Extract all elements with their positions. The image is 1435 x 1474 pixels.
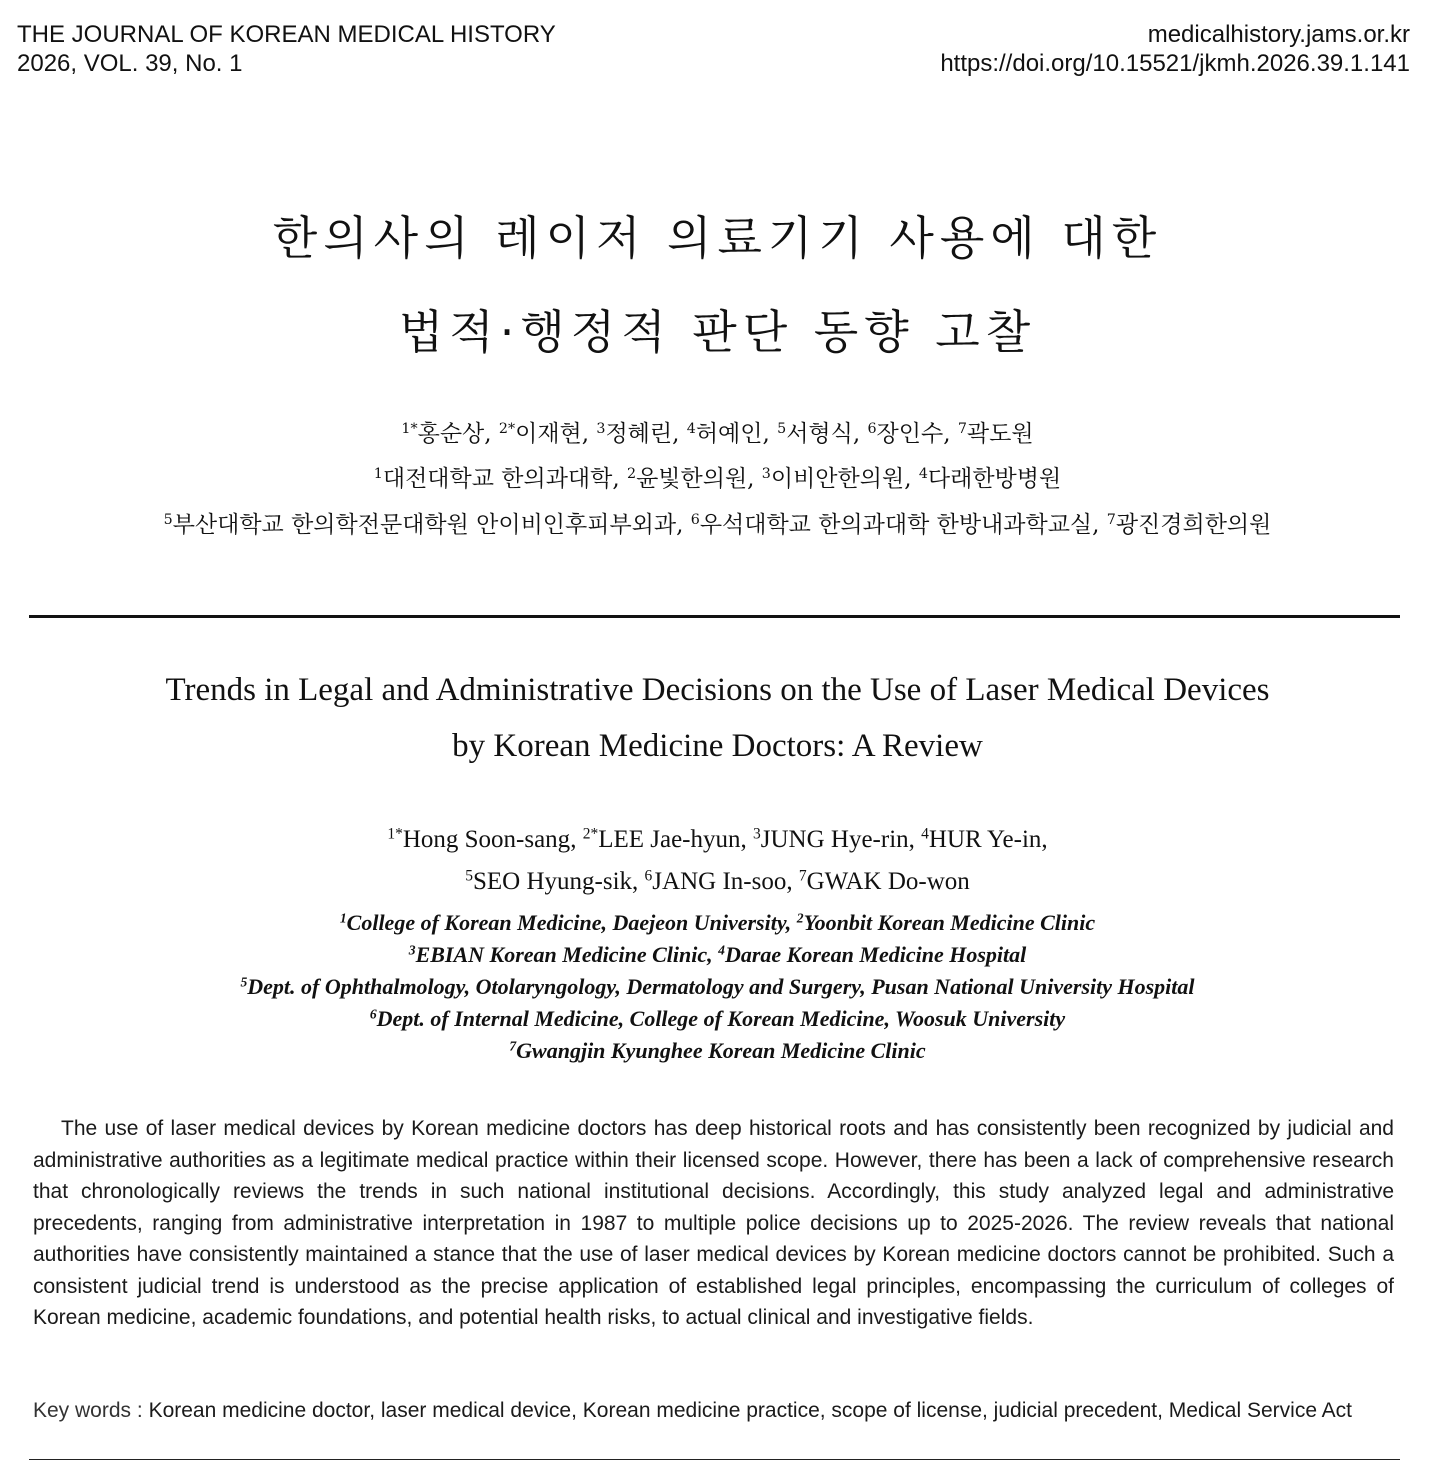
journal-name: THE JOURNAL OF KOREAN MEDICAL HISTORY xyxy=(17,21,556,48)
entry-name: 이재현 xyxy=(515,421,582,447)
superscript-marker: 5 xyxy=(777,421,787,438)
entry xyxy=(370,1006,1065,1031)
entry xyxy=(596,421,672,447)
superscript-marker: 6 xyxy=(644,867,653,885)
korean-title-line: 법적·행정적 판단 동향 고찰 xyxy=(398,305,1037,359)
entry xyxy=(919,466,1061,492)
english-affiliation-line: $^3$EBIAN Korean Medicine Clinic, $^4$Darae Korean Medicine Hospital xyxy=(408,942,1027,967)
entry-name: HUR Ye-in xyxy=(928,826,1042,853)
korean-affiliation-line: $^5$부산대학교 한의학전문대학원 안이비인후피부외과, $^6$우석대학교 한의과대학 한방내과학교실, $^7$광진경희한의원 xyxy=(163,512,1272,538)
journal-issue: 2026, VOL. 39, No. 1 xyxy=(17,50,243,77)
entry-name: 광진경희한의원 xyxy=(1115,512,1272,538)
entry-name: 홍순상 xyxy=(417,421,485,447)
entry xyxy=(958,421,1034,447)
superscript-marker: 1* xyxy=(387,825,403,843)
entry-name: 이비안한의원 xyxy=(770,466,905,492)
korean-title xyxy=(0,212,1435,400)
superscript-marker: 3 xyxy=(408,942,416,958)
entry xyxy=(645,868,787,895)
entry-name: 다래한방병원 xyxy=(927,466,1062,492)
entry xyxy=(465,868,632,895)
english-title xyxy=(0,662,1435,774)
entry xyxy=(687,421,763,447)
entry xyxy=(867,421,943,447)
entry-name: 부산대학교 한의학전문대학원 안이비인후피부외과 xyxy=(172,512,677,538)
superscript-marker: 7 xyxy=(798,867,807,885)
article-doi: https://doi.org/10.15521/jkmh.2026.39.1.141 xyxy=(940,50,1410,77)
superscript-marker: 7 xyxy=(509,1038,517,1054)
superscript-marker: 3 xyxy=(753,825,761,843)
entry-name: Dept. of Internal Medicine, College of Korean Medicine, Woosuk University xyxy=(376,1006,1066,1031)
entry xyxy=(921,826,1041,853)
english-author-list xyxy=(0,819,1435,903)
english-title-line: Trends in Legal and Administrative Decisions on the Use of Laser Medical Devices xyxy=(165,672,1270,708)
entry xyxy=(1107,512,1272,538)
running-header-left xyxy=(17,20,556,78)
superscript-marker: 4 xyxy=(718,942,725,958)
korean-author-list: $^{1*}$홍순상, $^{2*}$이재현, $^3$정혜린, $^4$허예인, $^5$서형식, $^6$장인수, $^7$곽도원 xyxy=(401,421,1034,447)
superscript-marker: 7 xyxy=(1106,512,1116,529)
superscript-marker: 6 xyxy=(690,512,700,529)
entry-name: 허예인 xyxy=(695,421,763,447)
entry-name: Gwangjin Kyunghee Korean Medicine Clinic xyxy=(516,1038,926,1063)
superscript-marker: 6 xyxy=(867,421,877,438)
english-affiliation-line xyxy=(0,971,1435,1003)
entry-name: 서형식 xyxy=(786,421,853,447)
entry xyxy=(340,910,786,935)
superscript-marker: 2* xyxy=(582,825,599,843)
english-affiliation-line xyxy=(0,1003,1435,1035)
keywords xyxy=(33,1397,1352,1425)
entry xyxy=(691,512,1092,538)
entry-name: 장인수 xyxy=(876,421,944,447)
superscript-marker: 4 xyxy=(921,825,929,843)
entry-name: Dept. of Ophthalmology, Otolaryngology, Dermatology and Surgery, Pusan National University Hospital xyxy=(247,974,1195,999)
entry xyxy=(240,974,1194,999)
keywords-label: Key words : xyxy=(33,1399,143,1422)
superscript-marker: 5 xyxy=(465,867,473,885)
entry xyxy=(753,826,909,853)
entry xyxy=(583,826,741,853)
english-affiliation-list xyxy=(0,907,1435,1067)
entry-name: 윤빛한의원 xyxy=(636,466,748,492)
superscript-marker: 6 xyxy=(369,1006,377,1022)
entry xyxy=(762,466,904,492)
keywords-text: Korean medicine doctor, laser medical device, Korean medicine practice, scope of license, judicial precedent, Medical Service Act xyxy=(148,1399,1353,1422)
entry-name: SEO Hyung-sik xyxy=(473,868,633,895)
superscript-marker: 5 xyxy=(163,512,173,529)
entry xyxy=(401,421,484,447)
english-author-line: $^5$SEO Hyung-sik, $^6$JANG In-soo, $^7$GWAK Do-won xyxy=(465,867,970,895)
entry xyxy=(777,421,853,447)
english-title-line: by Korean Medicine Doctors: A Review xyxy=(452,728,983,764)
entry xyxy=(797,910,1095,935)
entry-name: College of Korean Medicine, Daejeon University xyxy=(346,910,786,935)
running-header-right xyxy=(940,20,1410,78)
entry-name: JANG In-soo xyxy=(652,868,787,895)
superscript-marker: 3 xyxy=(596,421,606,438)
korean-affiliation-line: $^1$대전대학교 한의과대학, $^2$윤빛한의원, $^3$이비안한의원, $^4$다래한방병원 xyxy=(373,466,1062,492)
entry xyxy=(509,1038,925,1063)
entry-name: Darae Korean Medicine Hospital xyxy=(724,942,1027,967)
journal-website: medicalhistory.jams.or.kr xyxy=(1147,21,1410,48)
entry xyxy=(409,942,707,967)
entry-name: EBIAN Korean Medicine Clinic xyxy=(415,942,708,967)
entry xyxy=(499,421,582,447)
entry xyxy=(164,512,677,538)
entry-name: 우석대학교 한의과대학 한방내과학교실 xyxy=(699,512,1093,538)
entry-name: JUNG Hye-rin xyxy=(760,826,909,853)
superscript-marker: 3 xyxy=(761,466,771,483)
abstract-text: The use of laser medical devices by Korean medicine doctors has deep historical roots and has consistently been recognized by judicial and administrative authorities as a legitimate medical practice within their licensed scope. However, there has been a lack of comprehensive research that chronologically reviews the trends in such national institutional decisions. Accordingly, this study analyzed legal and administrative precedents, ranging from administrative interpretation in 1987 to multiple police decisions up to 2025-2026. The review reveals that national authorities have consistently maintained a stance that the use of laser medical devices by Korean medicine doctors cannot be prohibited. Such a consistent judicial trend is understood as the precise application of established legal principles, encompassing the curriculum of colleges of Korean medicine, academic foundations, and potential health risks, to actual clinical and investigative fields. xyxy=(33,1117,1394,1329)
superscript-marker: 1 xyxy=(339,910,347,926)
entry-name: Hong Soon-sang xyxy=(402,826,571,853)
english-affiliation-line xyxy=(0,1035,1435,1067)
entry-name: Yoonbit Korean Medicine Clinic xyxy=(803,910,1096,935)
section-divider xyxy=(29,1459,1400,1460)
entry-name: GWAK Do-won xyxy=(806,868,970,895)
entry-name: 곽도원 xyxy=(966,421,1034,447)
entry xyxy=(718,942,1026,967)
superscript-marker: 4 xyxy=(918,466,928,483)
english-author-line: $^{1*}$Hong Soon-sang, $^{2*}$LEE Jae-hyun, $^3$JUNG Hye-rin, $^4$HUR Ye-in, xyxy=(387,825,1048,853)
english-affiliation-line: $^1$College of Korean Medicine, Daejeon University, $^2$Yoonbit Korean Medicine Clinic xyxy=(339,910,1096,935)
superscript-marker: 2 xyxy=(627,466,637,483)
entry-name: LEE Jae-hyun xyxy=(598,826,741,853)
entry xyxy=(799,868,970,895)
entry xyxy=(387,826,570,853)
entry xyxy=(374,466,613,492)
entry-name: 정혜린 xyxy=(605,421,673,447)
superscript-marker: 5 xyxy=(240,974,248,990)
superscript-marker: 7 xyxy=(957,421,967,438)
superscript-marker: 1* xyxy=(401,421,418,438)
superscript-marker: 2* xyxy=(498,421,516,438)
entry xyxy=(627,466,747,492)
superscript-marker: 1 xyxy=(373,466,383,483)
korean-title-line: 한의사의 레이저 의료기기 사용에 대한 xyxy=(272,211,1163,265)
entry-name: 대전대학교 한의과대학 xyxy=(382,466,613,492)
section-divider xyxy=(29,615,1400,618)
superscript-marker: 4 xyxy=(686,421,696,438)
superscript-marker: 2 xyxy=(796,910,804,926)
